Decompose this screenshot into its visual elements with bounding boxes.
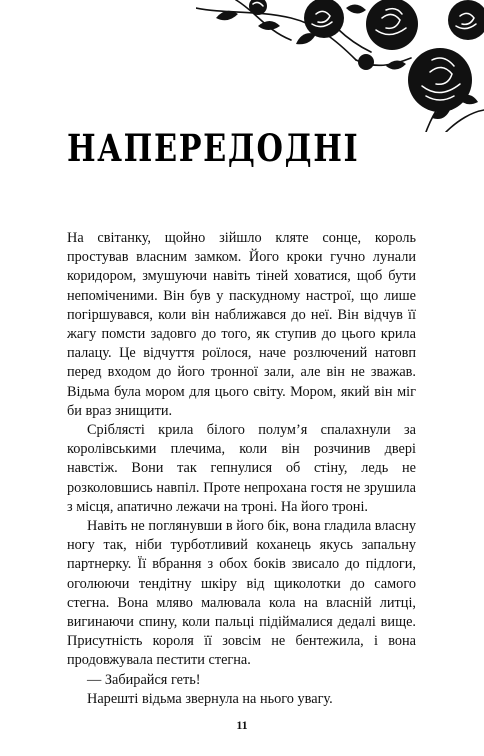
paragraph: Навіть не поглянувши в його бік, вона гладила власну ногу так, ніби турботливий коханець якусь запальну партнерку. Її вбрання з обох боків звисало до підлоги, оголюючи тендітну шкіру від щиколотки до самого стегна. Вона мляво малювала кола на власній литці, вигинаючи спину, коли пальці підіймалися дедалі вище. Присутність короля її зовсім не бентежила, і вона продовжувала пестити стегна. [67,518,416,669]
paragraph: Нарешті відьма звернула на нього увагу. [87,690,333,707]
paragraph: Сріблясті крила білого полум’я спалахнули за королівськими плечима, коли він розчинив двері навстіж. Вони так гепнулися об стіну, ледь не розколовшись навпіл. Проте непрохана гостя не зрушила з місця, апатично лежачи на троні. На його троні. [67,422,416,515]
paragraph: На світанку, щойно зійшло кляте сонце, король простував власним замком. Його кроки гучно лунали коридором, змушуючи навіть тіней ховатися, щоб бути непоміченими. Він був у паскудному настрої, що лише погіршувався, коли він наближався до неї. Він відчув її жагу помсти задовго до того, як ступив до цього крила палацу. Це відчуття роїлося, наче розлючений натовп перед входом до його тронної зали, але він не зважав. Відьма була мором для цього світу. Мором, який він міг би враз знищити. [67,230,416,419]
rose-ornament-icon [196,0,484,132]
page-number: 11 [236,718,248,732]
chapter-body [67,229,416,709]
dialogue-line: — Забирайся геть! [87,671,201,688]
chapter-title: НАПЕРЕДОДНІ [67,126,360,170]
